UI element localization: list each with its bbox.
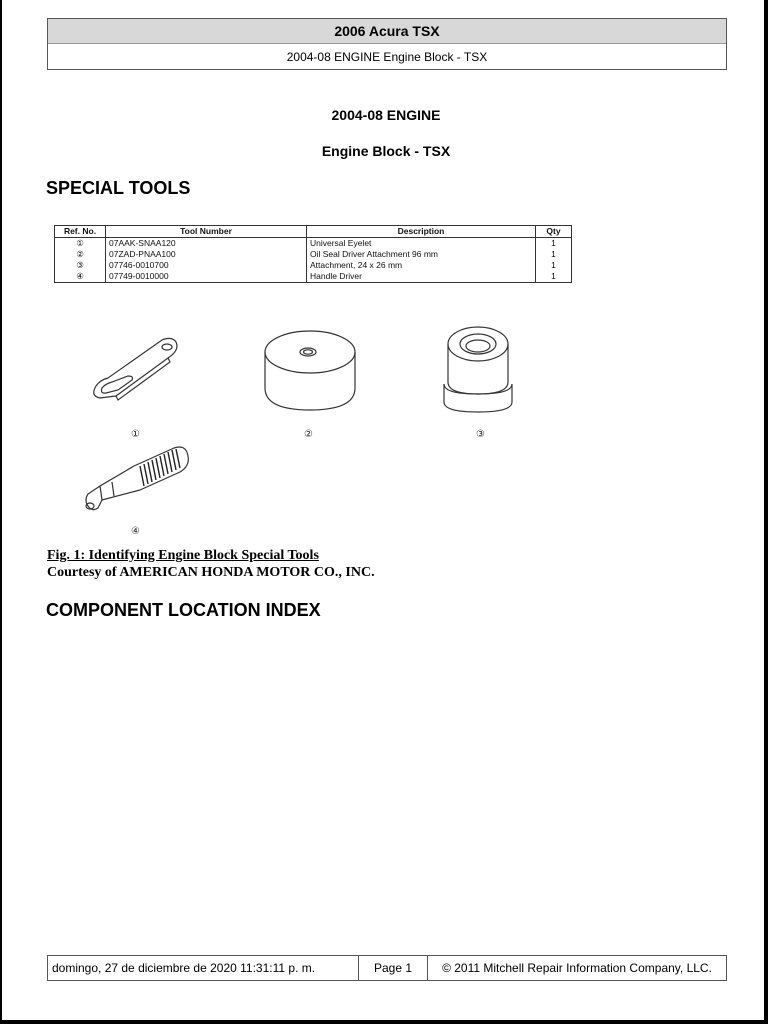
cell-ref: ② [55, 249, 106, 260]
figure-courtesy: Courtesy of AMERICAN HONDA MOTOR CO., INC. [47, 565, 375, 580]
figure-label-4: ④ [131, 526, 140, 537]
cell-ref: ③ [55, 260, 106, 271]
section-heading-engine: 2004-08 ENGINE [331, 107, 441, 123]
table-row [55, 260, 572, 271]
table-header-row [55, 226, 572, 238]
footer-date: domingo, 27 de diciembre de 2020 11:31:11 p. m. [48, 956, 359, 980]
column-header-tool-number: Tool Number [106, 226, 307, 238]
universal-eyelet-illustration [88, 336, 188, 404]
column-header-description: Description [307, 226, 536, 238]
cell-description: Attachment, 24 x 26 mm [307, 260, 536, 271]
header-subtitle: 2004-08 ENGINE Engine Block - TSX [286, 50, 488, 64]
cell-tool-number: 07746-0010700 [106, 260, 307, 271]
figure-caption: Fig. 1: Identifying Engine Block Special Tools [47, 548, 319, 563]
cell-description: Oil Seal Driver Attachment 96 mm [307, 249, 536, 260]
special-tools-heading: SPECIAL TOOLS [46, 178, 191, 198]
section-heading-engine-block: Engine Block - TSX [321, 143, 451, 159]
special-tools-table [54, 225, 572, 283]
figure-label-1: ① [131, 429, 140, 440]
cell-qty: 1 [536, 238, 572, 250]
column-header-ref: Ref. No. [55, 226, 106, 238]
column-header-qty: Qty [536, 226, 572, 238]
page-header [47, 18, 727, 70]
table-row [55, 238, 572, 250]
figure-label-2: ② [304, 429, 313, 440]
header-title: 2006 Acura TSX [48, 19, 726, 44]
cell-ref: ④ [55, 271, 106, 283]
cell-qty: 1 [536, 271, 572, 283]
cell-description: Handle Driver [307, 271, 536, 283]
cell-tool-number: 07AAK-SNAA120 [106, 238, 307, 250]
attachment-24x26-illustration [440, 322, 518, 414]
figure-label-3: ③ [476, 429, 485, 440]
document-page [2, 0, 764, 1020]
footer-page-number: Page 1 [359, 956, 428, 980]
cell-qty: 1 [536, 249, 572, 260]
component-location-index-heading: COMPONENT LOCATION INDEX [46, 600, 321, 620]
figure-caption-block [47, 547, 375, 581]
handle-driver-illustration [82, 444, 192, 520]
footer-copyright: © 2011 Mitchell Repair Information Company, LLC. [442, 961, 712, 975]
cell-tool-number: 07749-0010000 [106, 271, 307, 283]
table-row [55, 249, 572, 260]
cell-description: Universal Eyelet [307, 238, 536, 250]
table-row [55, 271, 572, 283]
oil-seal-driver-attachment-illustration [260, 324, 360, 416]
cell-qty: 1 [536, 260, 572, 271]
cell-ref: ① [55, 238, 106, 250]
page-footer [47, 955, 727, 981]
cell-tool-number: 07ZAD-PNAA100 [106, 249, 307, 260]
